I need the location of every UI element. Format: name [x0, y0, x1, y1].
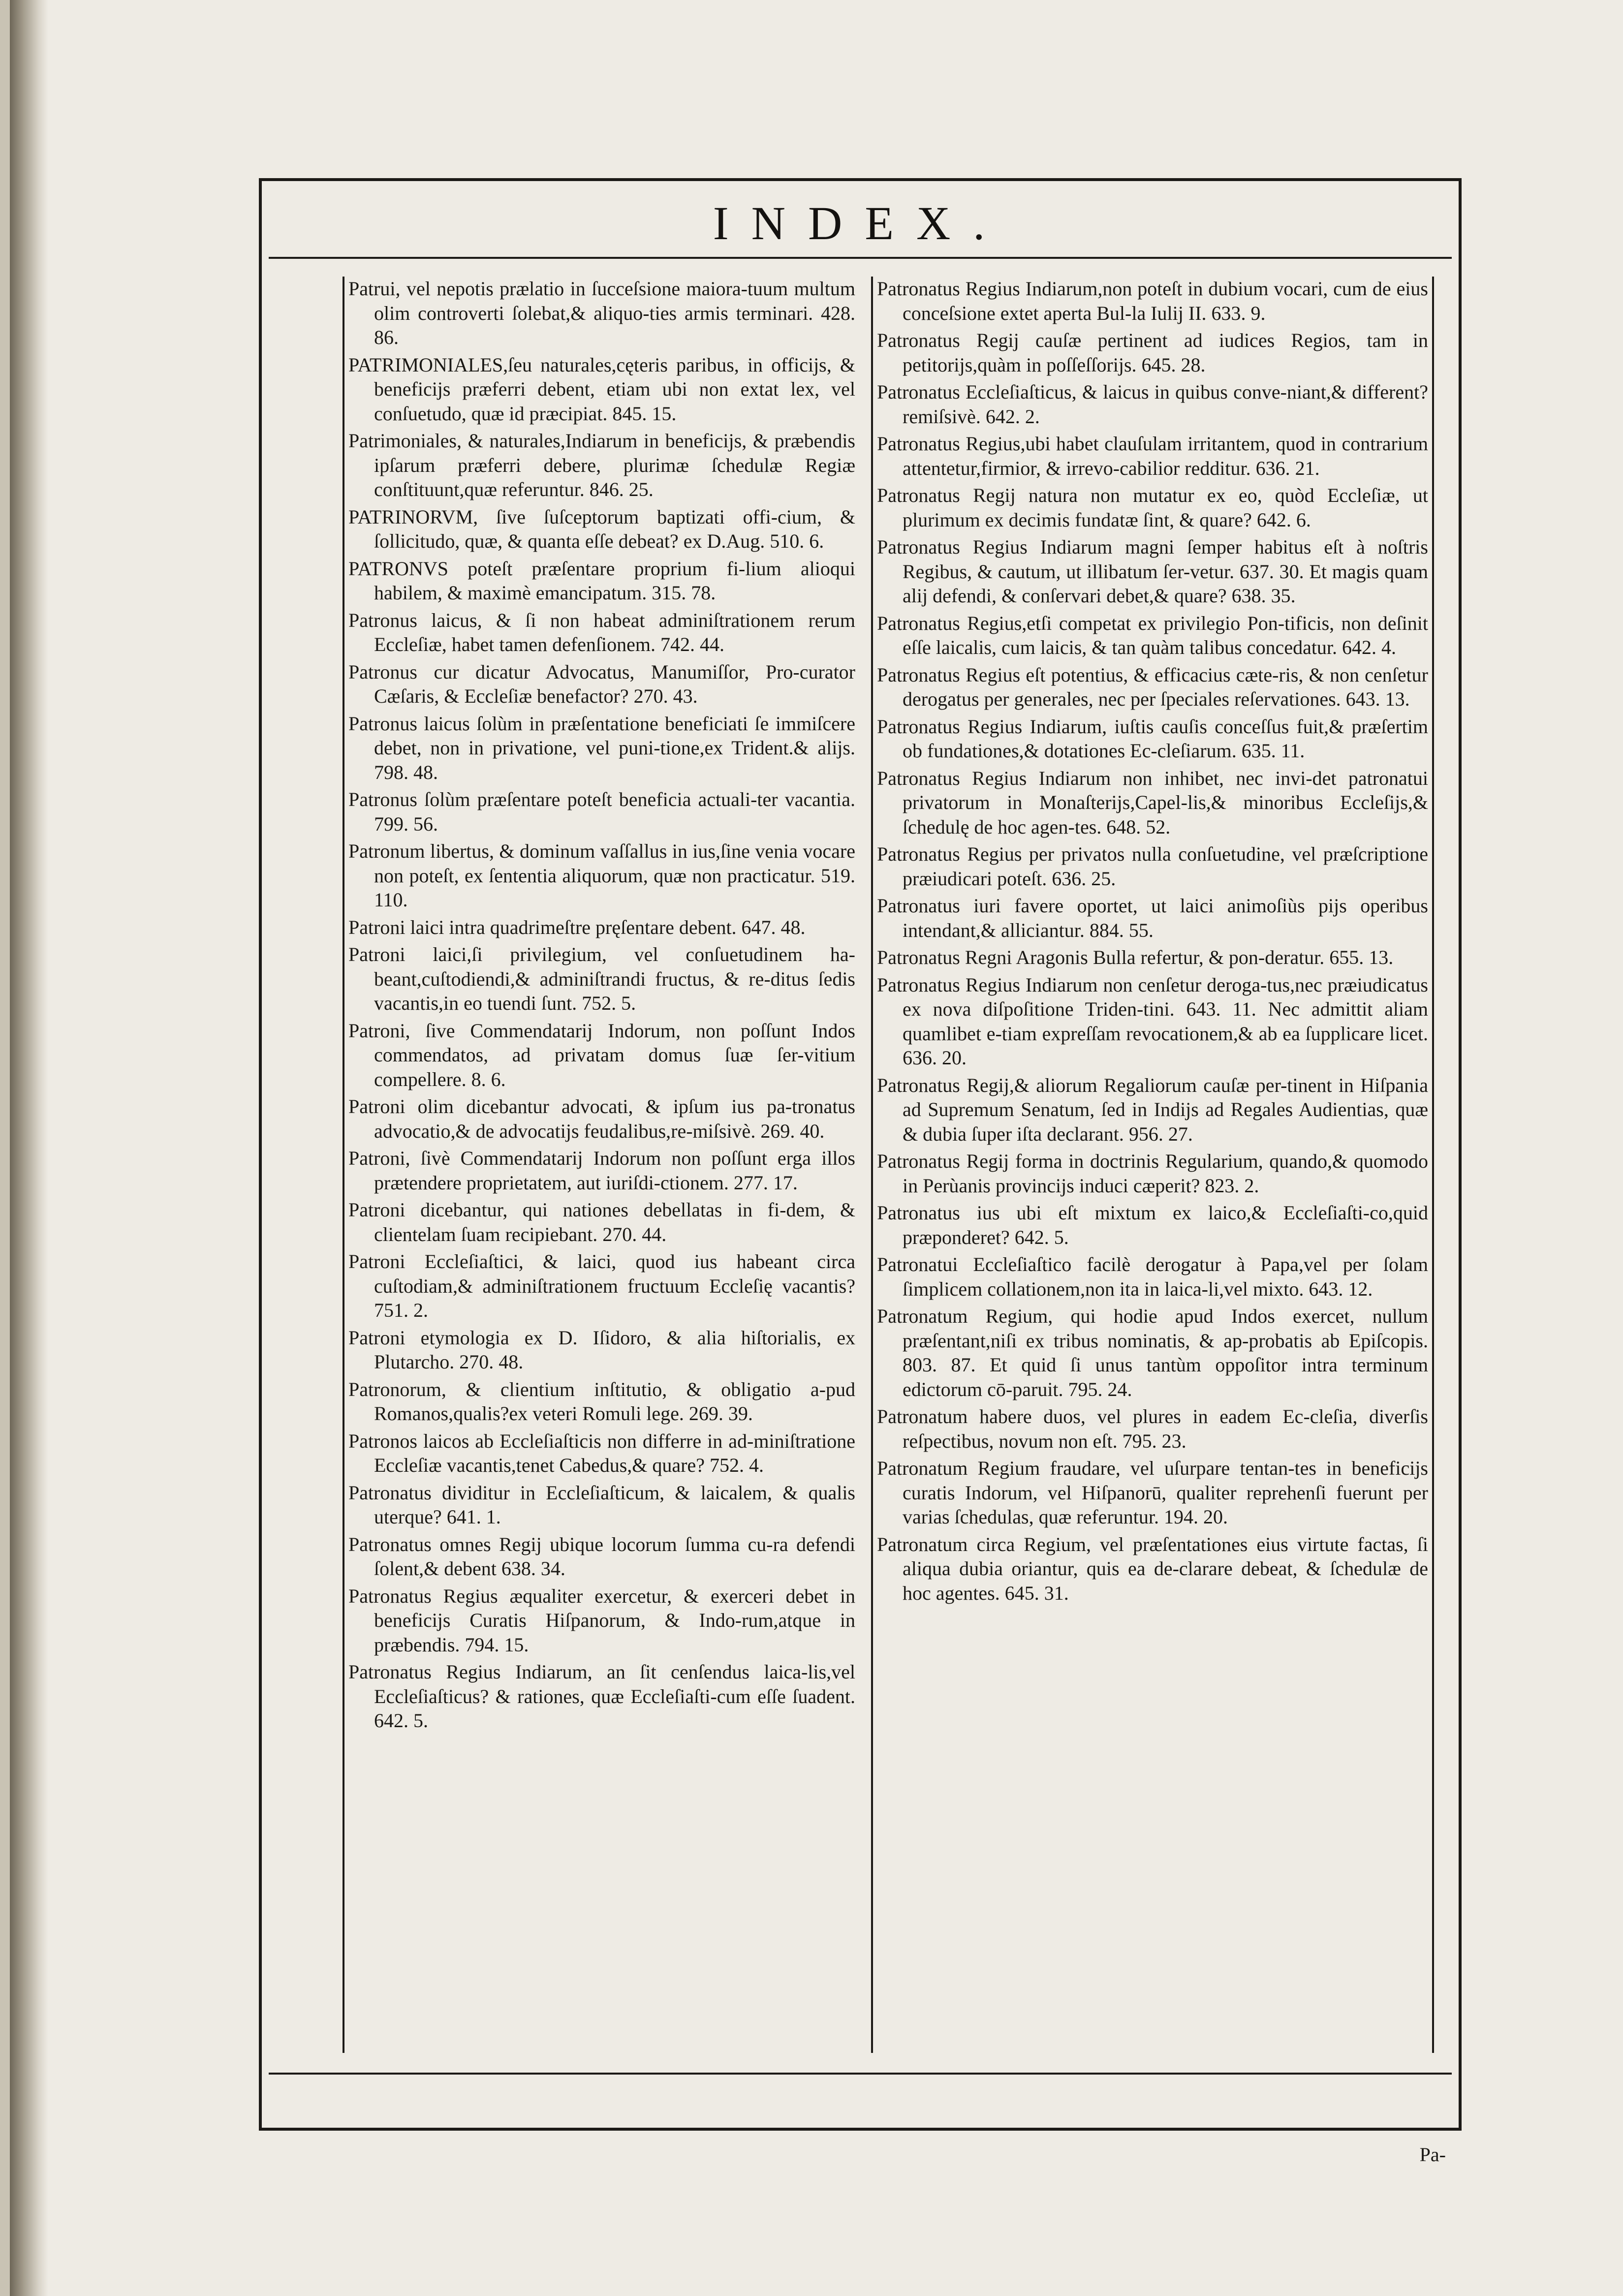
- index-entry: Patronus ſolùm præſentare poteſt beneficia actuali-ter vacantia. 799. 56.: [348, 788, 855, 835]
- index-entry: Patronatus Regij forma in doctrinis Regularium, quando,& quomodo in Perùanis provincijs induci cæperit? 823. 2.: [877, 1150, 1428, 1197]
- index-body: [269, 257, 1452, 2075]
- index-entry: Patronatus Regij natura non mutatur ex eo, quòd Eccleſiæ, ut plurimum ex decimis fundatæ ſint, & quare? 642. 6.: [877, 484, 1428, 531]
- index-entry: Patroni laici intra quadrimeſtre pręſentare debent. 647. 48.: [348, 916, 806, 938]
- index-entry: Patronatus dividitur in Eccleſiaſticum, & laicalem, & qualis uterque? 641. 1.: [348, 1481, 855, 1528]
- index-entry: Patronatus Regius Indiarum,non poteſt in dubium vocari, cum de eius conceſsione extet aperta Bul-la Iulij II. 633. 9.: [877, 278, 1428, 324]
- page-title: INDEX.: [713, 197, 1008, 249]
- index-entry: Patronatus omnes Regij ubique locorum ſumma cu-ra defendi ſolent,& debent 638. 34.: [348, 1533, 855, 1580]
- index-entry: Patronatus Regius Indiarum, iuſtis cauſis conceſſus fuit,& præſertim ob fundationes,& dotationes Ec-cleſiarum. 635. 11.: [877, 715, 1428, 762]
- index-entry: Patronatus ius ubi eſt mixtum ex laico,& Eccleſiaſti-co,quid præponderet? 642. 5.: [877, 1202, 1428, 1248]
- index-entry: PATRINORVM, ſive ſuſceptorum baptizati offi-cium, & ſollicitudo, quæ, & quanta eſſe debeat? ex D.Aug. 510. 6.: [348, 505, 855, 552]
- index-entry: Patronatus Regij cauſæ pertinent ad iudices Regios, tam in petitorijs,quàm in poſſeſſorijs. 645. 28.: [877, 329, 1428, 376]
- index-entry: Patroni olim dicebantur advocati, & ipſum ius pa-tronatus advocatio,& de advocatijs feudalibus,re-miſsivè. 269. 40.: [348, 1095, 855, 1142]
- index-entry: Patronatus Regius Indiarum, an ſit cenſendus laica-lis,vel Eccleſiaſticus? & rationes, quæ Eccleſiaſti-cum eſſe ſuadent. 642. 5.: [348, 1661, 855, 1732]
- index-entry: Patronatui Eccleſiaſtico facilè derogatur à Papa,vel per ſolam ſimplicem collationem,non ita in laica-li,vel mixto. 643. 12.: [877, 1253, 1428, 1300]
- index-entry: Patronatus Regius,ubi habet clauſulam irritantem, quod in contrarium attentetur,firmior, & irrevo-cabilior redditur. 636. 21.: [877, 433, 1428, 479]
- index-entry: Patronatum circa Regium, vel præſentationes eius virtute factas, ſi aliqua dubia oriantur, quis ea de-clarare debeat, & ſchedulæ de hoc agentes. 645. 31.: [877, 1533, 1428, 1604]
- book-page: [10, 0, 1623, 2296]
- index-entry: Patronum libertus, & dominum vaſſallus in ius,ſine venia vocare non poteſt, ex ſententia aliquorum, quæ non practicatur. 519. 110.: [348, 840, 855, 911]
- index-entry: Patronatus Regius eſt potentius, & efficacius cæte-ris, & non cenſetur derogatus per generales, nec per ſpeciales reſervationes. 643. 13.: [877, 663, 1428, 710]
- index-entry: Patroni dicebantur, qui nationes debellatas in fi-dem, & clientelam ſuam recipiebant. 270. 44.: [348, 1199, 855, 1245]
- index-entry: PATRONVS poteſt præſentare proprium fi-lium alioqui habilem, & maximè emancipatum. 315. 78.: [348, 557, 855, 604]
- index-entry: Patronus laicus ſolùm in præſentatione beneficiati ſe immiſcere debet, non in privatione, vel puni-tione,ex Trident.& alijs. 798. 48.: [348, 712, 855, 783]
- index-entry: Patronatus Regius Indiarum magni ſemper habitus eſt à noſtris Regibus, & cautum, ut illibatum ſer-vetur. 637. 30. Et magis quam alij defendi, & conſervari debet,& quare? 638. 35.: [877, 536, 1428, 607]
- index-entry: Patroni laici,ſi privilegium, vel conſuetudinem ha-beant,cuſtodiendi,& adminiſtrandi fructus, & re-ditus ſedis vacantis,in eo tuendi ſunt. 752. 5.: [348, 943, 855, 1014]
- index-entry: Patronorum, & clientium inſtitutio, & obligatio a-pud Romanos,qualis?ex veteri Romuli lege. 269. 39.: [348, 1378, 855, 1425]
- index-entry: Patroni, ſive Commendatarij Indorum, non poſſunt Indos commendatos, ad privatam domus ſuæ ſer-vitium compellere. 8. 6.: [348, 1019, 855, 1090]
- index-entry: Patroni Eccleſiaſtici, & laici, quod ius habeant circa cuſtodiam,& adminiſtrationem fructuum Eccleſię vacantis? 751. 2.: [348, 1250, 855, 1321]
- index-entry: Patronatus Regius per privatos nulla conſuetudine, vel præſcriptione præiudicari poteſt. 636. 25.: [877, 843, 1428, 890]
- index-entry: Patronatus Regius,etſi competat ex privilegio Pon-tificis, non deſinit eſſe laicalis, cum laicis, & tan quàm talibus concedatur. 642. 4.: [877, 612, 1428, 658]
- index-entry: Patronatus iuri favere oportet, ut laici animoſiùs pijs operibus intendant,& alliciantur. 884. 55.: [877, 895, 1428, 941]
- index-entry: PATRIMONIALES,ſeu naturales,cęteris paribus, in officijs, & beneficijs præferri debent, etiam ubi non extat lex, vel conſuetudo, quæ id præcipiat. 845. 15.: [348, 353, 855, 425]
- catchword: Pa-: [1419, 2143, 1446, 2166]
- index-entry: Patronatus Regius Indiarum non cenſetur deroga-tus,nec præiudicatus ex nova diſpoſitione Triden-tini. 643. 11. Nec admittit aliam quamlibet e-tiam expreſſam revocationem,& ab ea ſupplicare licet. 636. 20.: [877, 973, 1428, 1069]
- index-entry: Patronatum Regium, qui hodie apud Indos exercet, nullum præſentant,niſi ex tribus nominatis, & ap-probatis ab Epiſcopis. 803. 87. Et quid ſi unus tantùm oppoſitor intra terminum edictorum cō-paruit. 795. 24.: [877, 1305, 1428, 1400]
- index-entry: Patronus cur dicatur Advocatus, Manumiſſor, Pro-curator Cæſaris, & Eccleſiæ benefactor? 270. 43.: [348, 660, 855, 707]
- index-entry: Patronus laicus, & ſi non habeat adminiſtrationem rerum Eccleſiæ, habet tamen defenſionem. 742. 44.: [348, 609, 855, 655]
- text-frame: [259, 178, 1462, 2166]
- index-entry: Patrui, vel nepotis prælatio in ſucceſsione maiora-tuum multum olim controverti ſolebat,& aliquo-ties armis terminari. 428. 86.: [348, 278, 855, 348]
- binding-gutter: [10, 0, 48, 2296]
- index-entry: Patronatum habere duos, vel plures in eadem Ec-cleſia, diverſis reſpectibus, novum non eſt. 795. 23.: [877, 1405, 1428, 1452]
- index-column-left: [343, 277, 855, 2053]
- index-entry: Patrimoniales, & naturales,Indiarum in beneficijs, & præbendis ipſarum præferri debere, plurimæ ſchedulæ Regiæ conſtituunt,quæ referuntur. 846. 25.: [348, 430, 855, 500]
- index-entry: Patroni, ſivè Commendatarij Indorum non poſſunt erga illos prætendere proprietatem, aut iuriſdi-ctionem. 277. 17.: [348, 1147, 855, 1194]
- index-entry: Patroni etymologia ex D. Iſidoro, & alia hiſtorialis, ex Plutarcho. 270. 48.: [348, 1326, 855, 1373]
- index-entry: Patronos laicos ab Eccleſiaſticis non differre in ad-miniſtratione Eccleſiæ vacantis,tenet Cabedus,& quare? 752. 4.: [348, 1429, 855, 1476]
- index-entry: Patronatum Regium fraudare, vel uſurpare tentan-tes in beneficijs curatis Indorum, vel Hiſpanorū, qualiter reprehenſi fuerunt per varias ſchedulas, quæ referuntur. 194. 20.: [877, 1457, 1428, 1528]
- index-column-right: [871, 277, 1434, 2053]
- index-entry: Patronatus Regij,& aliorum Regaliorum cauſæ per-tinent in Hiſpania ad Supremum Senatum, ſed in Indijs ad Regales Audientias, quæ & dubia ſuper iſta declarant. 956. 27.: [877, 1074, 1428, 1145]
- index-entry: Patronatus Regius Indiarum non inhibet, nec invi-det patronatui privatorum in Monaſterijs,Capel-lis,& minoribus Eccleſijs,& ſchedulę de hoc agen-tes. 648. 52.: [877, 767, 1428, 838]
- index-entry: Patronatus Regius æqualiter exercetur, & exerceri debet in beneficijs Curatis Hiſpanorum, & Indo-rum,atque in præbendis. 794. 15.: [348, 1584, 855, 1656]
- index-entry: Patronatus Eccleſiaſticus, & laicus in quibus conve-niant,& different?remiſsivè. 642. 2.: [877, 381, 1428, 428]
- index-entry: Patronatus Regni Aragonis Bulla refertur, & pon-deratur. 655. 13.: [877, 946, 1394, 968]
